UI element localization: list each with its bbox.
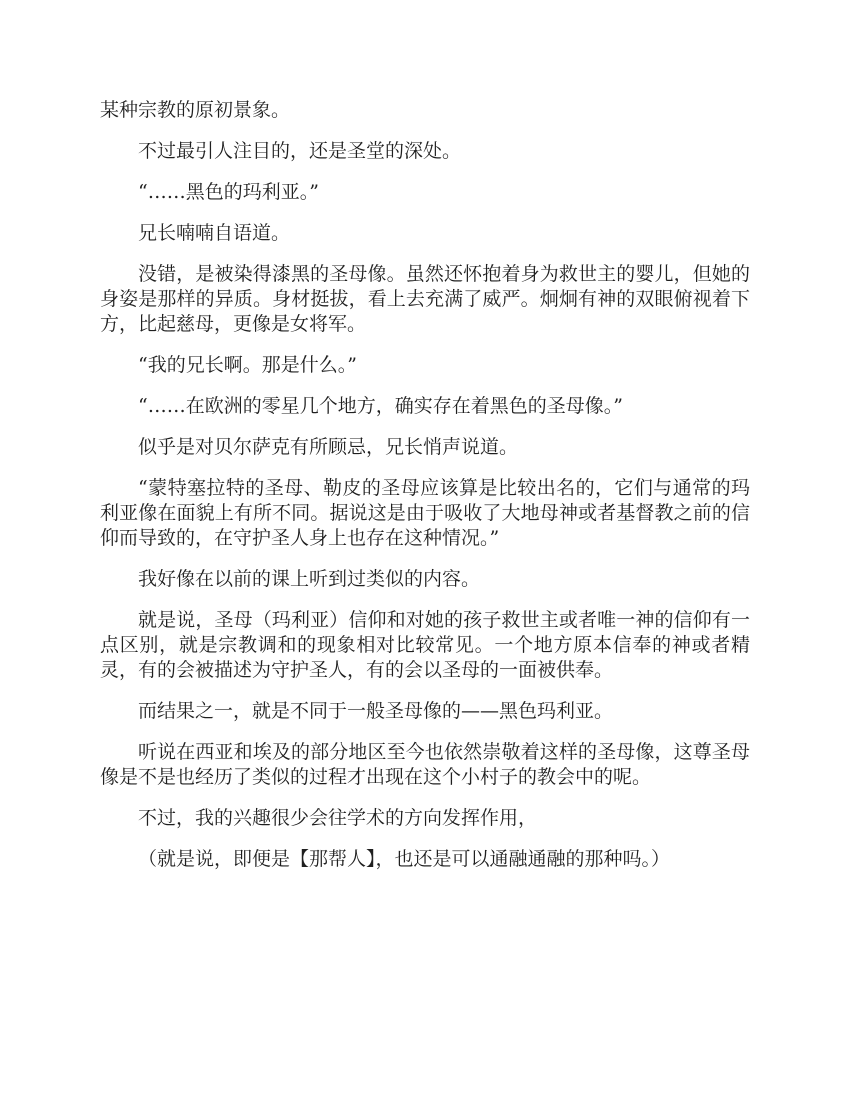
paragraph: “……黑色的玛利亚。”: [138, 181, 319, 203]
paragraph: 某种宗教的原初景象。: [100, 99, 291, 121]
paragraph: （就是说，即便是【那帮人】，也还是可以通融通融的那种吗。）: [138, 848, 671, 870]
paragraph: “我的兄长啊。那是什么。”: [138, 354, 357, 376]
paragraph: 就是说，圣母（玛利亚）信仰和对她的孩子救世主或者唯一神的信仰有一点区别，就是宗教调和的现象相对比较常见。一个地方原本信奉的神或者精灵，有的会被描述为守护圣人，有的会以圣母的一面被供奉。: [100, 609, 750, 681]
paragraph: “……在欧洲的零星几个地方，确实存在着黑色的圣母像。”: [138, 395, 623, 417]
paragraph: 我好像在以前的课上听到过类似的内容。: [138, 568, 481, 590]
paragraph: 听说在西亚和埃及的部分地区至今也依然崇敬着这样的圣母像，这尊圣母像是不是也经历了类似的过程才出现在这个小村子的教会中的呢。: [100, 741, 750, 788]
paragraph: 不过最引人注目的，还是圣堂的深处。: [138, 140, 462, 162]
paragraph: 没错，是被染得漆黑的圣母像。虽然还怀抱着身为救世主的婴儿，但她的身姿是那样的异质。身材挺拔，看上去充满了威严。炯炯有神的双眼俯视着下方，比起慈母，更像是女将军。: [100, 263, 750, 335]
paragraph: 不过，我的兴趣很少会往学术的方向发挥作用，: [138, 807, 538, 829]
paragraph: 似乎是对贝尔萨克有所顾忌，兄长悄声说道。: [138, 436, 519, 458]
paragraph: “蒙特塞拉特的圣母、勒皮的圣母应该算是比较出名的，它们与通常的玛利亚像在面貌上有所不同。据说这是由于吸收了大地母神或者基督教之前的信仰而导致的，在守护圣人身上也存在这种情况。”: [100, 477, 750, 549]
paragraph: 兄长喃喃自语道。: [138, 222, 291, 244]
body-text: [100, 98, 750, 872]
paragraph: 而结果之一，就是不同于一般圣母像的——黑色玛利亚。: [138, 700, 614, 722]
